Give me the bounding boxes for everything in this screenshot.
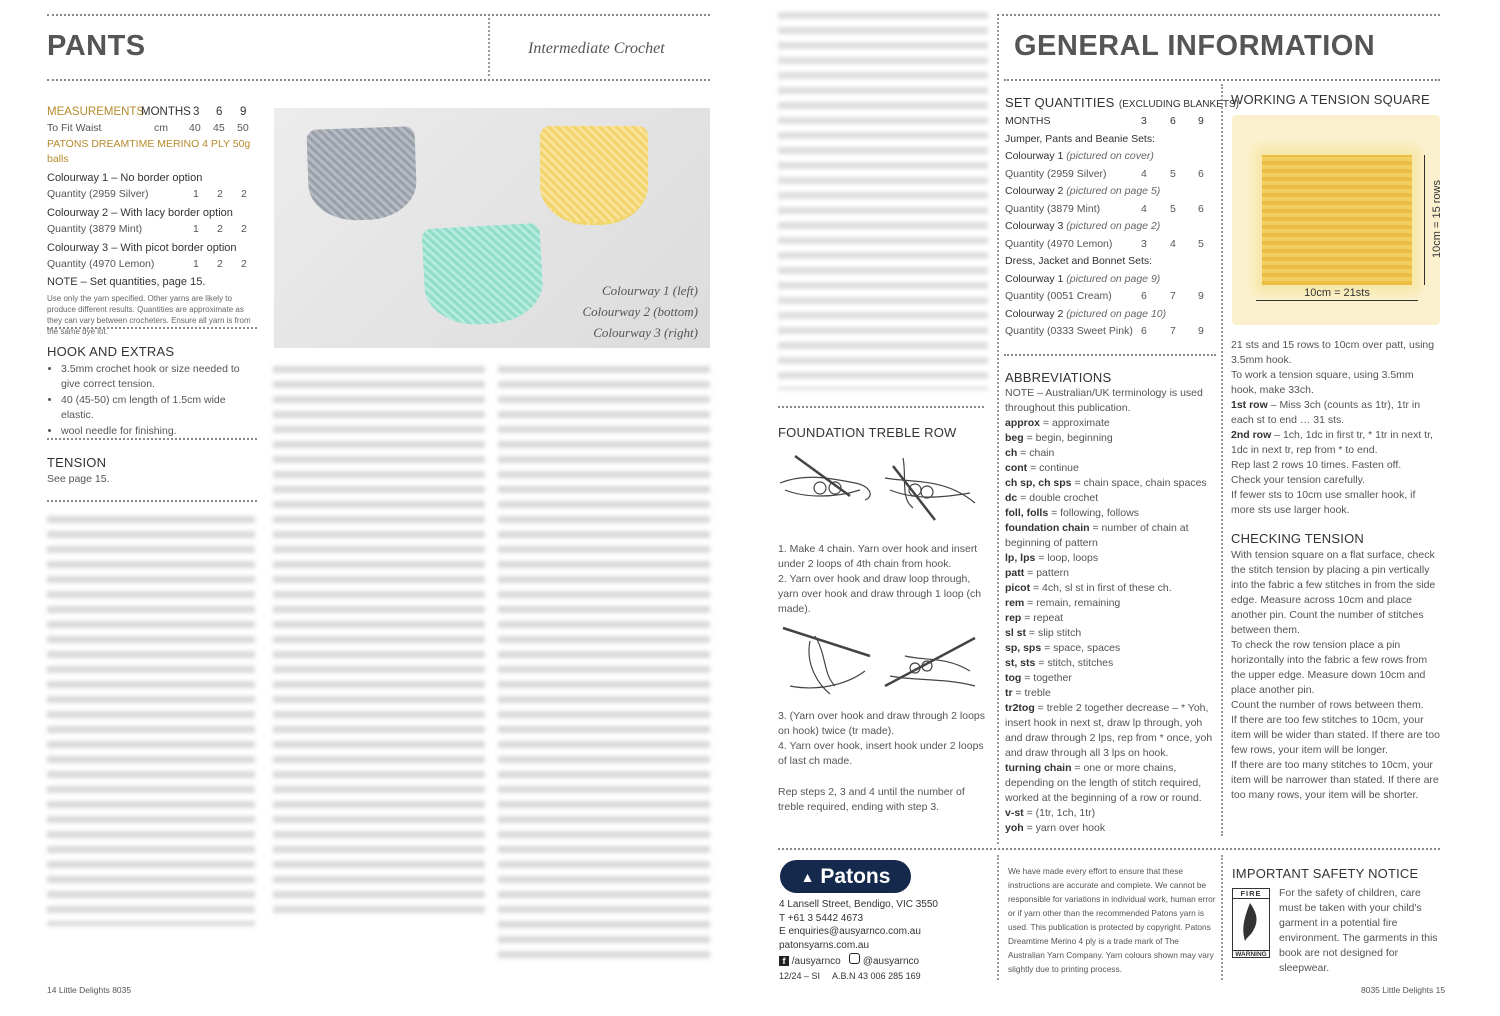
measurements-block	[47, 106, 259, 337]
row-label: 1st row	[1231, 399, 1268, 411]
column-divider	[997, 855, 999, 980]
set-quantities-note: NOTE – Set quantities, page 15.	[47, 276, 206, 288]
hook-title: HOOK AND EXTRAS	[47, 344, 175, 359]
width-label: 10cm = 21sts	[1304, 287, 1370, 299]
quantity-label: Quantity (3879 Mint)	[47, 223, 143, 235]
abbreviation-item	[1005, 506, 1215, 521]
paragraph: If there are too few stitches to 10cm, your item will be wider than stated. If there are too few rows, your item will be longer.	[1231, 714, 1440, 756]
hook-item: • 40 (45-50) cm length of 1.5cm wide elastic.	[61, 393, 259, 423]
caption: Colourway 1 (left)	[601, 283, 698, 298]
abbreviations-list	[1005, 386, 1215, 836]
set-quantities-suffix: (EXCLUDING BLANKETS)	[1118, 99, 1239, 110]
abbreviation-item	[1005, 446, 1215, 461]
phone: T +61 3 5442 4673	[779, 912, 864, 924]
abbreviation-item	[1005, 761, 1215, 806]
abbreviation-item	[1005, 566, 1215, 581]
height-marker	[1424, 155, 1425, 285]
foundation-step-3-4-illustration	[775, 616, 985, 702]
abbreviation-item	[1005, 551, 1215, 566]
month-value: 9	[1198, 115, 1204, 127]
tension-title: TENSION	[47, 455, 107, 470]
section-rule	[47, 438, 257, 440]
abbreviation-item	[1005, 686, 1215, 701]
print-code: 12/24 – SI A.B.N 43 006 285 169	[779, 970, 921, 981]
disclaimer: We have made every effort to ensure that these instructions are accurate and complete. We cannot be responsible for variations in individual work, human error or if yarn other than the recommended Patons yarn is used. This publication is protected by copyright. Patons Dreamtime Merino 4 ply is a trade mark of The Australian Yarn Company. Yarn colours shown may vary slightly due to printing process.	[1008, 866, 1216, 974]
tension-repeat: Rep last 2 rows 10 times. Fasten off.	[1231, 459, 1402, 471]
pictured-note: (pictured on page 10)	[1066, 307, 1167, 320]
flame-icon	[1233, 899, 1268, 945]
set-quantities-heading: SET QUANTITIES	[1005, 95, 1115, 110]
quantity-value: 6	[1141, 290, 1147, 302]
abbreviation-term: approx	[1005, 417, 1041, 429]
group-label: Jumper, Pants and Beanie Sets:	[1005, 132, 1156, 145]
width-marker	[1256, 300, 1418, 301]
fire-label: FIRE	[1233, 889, 1269, 899]
caption: Colourway 3 (right)	[593, 325, 698, 340]
abbreviation-item	[1005, 461, 1215, 476]
months-label: MONTHS	[141, 106, 191, 118]
quantity-value: 4	[1141, 202, 1147, 215]
tension-check: Check your tension carefully.	[1231, 474, 1366, 486]
abbreviation-term: picot	[1005, 582, 1031, 594]
abbreviation-item	[1005, 701, 1215, 761]
to-fit-value: 50	[237, 122, 249, 134]
set-quantities-table	[1005, 113, 1207, 341]
group-label: Dress, Jacket and Bonnet Sets:	[1005, 255, 1153, 267]
checking-tension-text	[1231, 548, 1441, 803]
facebook-icon: f	[779, 956, 789, 966]
abbreviation-item	[1005, 521, 1215, 551]
month-value: 9	[240, 106, 247, 118]
column-divider	[1221, 855, 1223, 980]
row-text: – Miss 3ch (counts as 1tr), 1tr in each st to end … 31 sts.	[1231, 399, 1421, 426]
warning-label: WARNING	[1233, 950, 1269, 958]
foundation-title: FOUNDATION TREBLE ROW	[778, 425, 957, 440]
to-fit-value: 40	[189, 122, 201, 134]
abbreviation-term: rep	[1005, 612, 1022, 624]
to-fit-value: 45	[213, 122, 225, 134]
silver-pants-image	[306, 126, 417, 222]
lemon-pants-image	[540, 126, 648, 225]
yarn-label: PATONS DREAMTIME MERINO 4 PLY 50g balls	[47, 138, 251, 165]
fine-print: Use only the yarn specified. Other yarns are likely to produce different results. Quantities are approximate as they can vary between crocheters. Ensure all yarn is from the same dye lot.	[47, 294, 251, 336]
website-link: patonsyarns.com.au	[779, 939, 870, 951]
foundation-steps-1-2: 1. Make 4 chain. Yarn over hook and insert under 2 loops of 4th chain from hook. 2. Yarn over hook and draw loop through, yarn over hook and draw through 1 loop (ch made).	[778, 543, 982, 615]
abbreviation-definition: = yarn over hook	[1023, 822, 1106, 834]
abbreviation-definition: = slip stitch	[1026, 627, 1082, 639]
mint-pants-image	[422, 223, 545, 327]
hook-item: • wool needle for finishing.	[61, 424, 259, 439]
safety-text: For the safety of children, care must be taken with your child's garment in a potential fire environment. The garments in this book are not designed for sleepwear.	[1279, 887, 1438, 974]
colourway-name: Colourway 2 – With lacy border option	[47, 207, 233, 219]
title-rule	[47, 79, 710, 81]
quantity-value: 5	[1170, 202, 1176, 215]
quantity-value: 5	[1198, 237, 1204, 250]
pictured-note: (pictured on cover)	[1066, 150, 1154, 162]
months-label: MONTHS	[1005, 115, 1051, 127]
title-divider	[488, 18, 490, 76]
section-rule	[1004, 354, 1216, 356]
quantity-value: 2	[217, 223, 223, 235]
quantity-value: 5	[1170, 167, 1176, 180]
colourway-label: Colourway 2	[1005, 307, 1064, 320]
foundation-steps-3-4: 3. (Yarn over hook and draw through 2 loops on hook) twice (tr made). 4. Yarn over hook, insert hook under 2 loops of last ch made.	[778, 710, 986, 767]
abbreviation-item	[1005, 626, 1215, 641]
abbreviation-definition: = stitch, stitches	[1035, 657, 1114, 669]
quantity-label: Quantity (4970 Lemon)	[1005, 237, 1113, 250]
abbreviation-item	[1005, 806, 1215, 821]
patons-emblem-icon: ▲	[800, 868, 815, 885]
product-photo	[274, 108, 710, 348]
column-divider	[997, 14, 999, 844]
abbreviation-definition: = treble	[1012, 687, 1051, 699]
quantity-value: 4	[1170, 237, 1176, 250]
contact-block	[779, 898, 938, 983]
measurements-label: MEASUREMENTS	[47, 106, 145, 118]
quantity-value: 2	[217, 188, 223, 200]
quantity-value: 2	[217, 258, 223, 270]
blurred-instructions	[273, 366, 485, 914]
colourway-label: Colourway 1	[1005, 272, 1064, 285]
abbreviation-item	[1005, 656, 1215, 671]
abbreviation-definition: = one or more chains, depending on the length of stitch required, worked at the beginning of a row or round.	[1005, 762, 1202, 804]
pictured-note: (pictured on page 2)	[1066, 220, 1161, 232]
abbreviation-definition: = repeat	[1021, 612, 1064, 624]
abbreviation-definition: = treble 2 together decrease – * Yoh, insert hook in next st, draw lp through, yoh and draw through 2 lps, rep from * once, yoh and draw through all 3 lps on hook.	[1005, 702, 1213, 759]
abbreviation-definition: = begin, beginning	[1023, 432, 1113, 444]
quantity-value: 6	[1198, 202, 1204, 215]
abbreviation-definition: = approximate	[1040, 417, 1110, 429]
paragraph: Count the number of rows between them.	[1231, 699, 1424, 711]
abbreviation-term: foll, folls	[1005, 507, 1049, 519]
colourway-name: Colourway 1 – No border option	[47, 172, 203, 184]
abbreviation-item	[1005, 416, 1215, 431]
colourway-label: Colourway 3	[1005, 220, 1064, 232]
tension-instructions	[1231, 338, 1439, 518]
to-fit-label: To Fit Waist	[47, 122, 102, 134]
blurred-instructions	[778, 12, 988, 390]
abbreviation-item	[1005, 821, 1215, 836]
page-title: PANTS	[47, 30, 146, 62]
foundation-step-1-2-illustration	[775, 448, 985, 530]
tension-work: To work a tension square, using 3.5mm hook, make 33ch.	[1231, 369, 1414, 396]
abbreviation-definition: = pattern	[1024, 567, 1069, 579]
abbreviation-term: st, sts	[1005, 657, 1036, 669]
quantity-value: 3	[1141, 237, 1147, 250]
abbreviation-item	[1005, 581, 1215, 596]
facebook-handle: /ausyarnco	[791, 956, 841, 967]
tension-square-title: WORKING A TENSION SQUARE	[1231, 92, 1430, 107]
tension-hook-advice: If fewer sts to 10cm use smaller hook, if more sts use larger hook.	[1231, 489, 1416, 516]
top-rule	[47, 14, 710, 16]
abbreviation-definition: = following, follows	[1048, 507, 1139, 519]
quantity-value: 4	[1141, 167, 1147, 180]
skill-level: Intermediate Crochet	[528, 40, 665, 57]
title-rule	[1004, 79, 1440, 81]
foundation-repeat: Rep steps 2, 3 and 4 until the number of treble required, ending with step 3.	[778, 786, 965, 813]
blurred-instructions	[47, 516, 255, 926]
pictured-note: (pictured on page 5)	[1066, 185, 1161, 197]
column-divider	[1221, 84, 1223, 836]
abbreviation-term: v-st	[1005, 807, 1024, 819]
tension-square-image	[1232, 115, 1443, 325]
abbreviation-term: turning chain	[1005, 762, 1072, 774]
tension-intro: 21 sts and 15 rows to 10cm over patt, using 3.5mm hook.	[1231, 339, 1435, 366]
address: 4 Lansell Street, Bendigo, VIC 3550	[779, 899, 938, 910]
month-value: 3	[193, 106, 200, 118]
abbreviation-item	[1005, 491, 1215, 506]
general-info-title: GENERAL INFORMATION	[1014, 30, 1376, 62]
abbreviation-definition: = (1tr, 1ch, 1tr)	[1023, 807, 1096, 819]
quantity-value: 2	[241, 258, 247, 270]
abbreviation-item	[1005, 596, 1215, 611]
abbreviation-definition: = 4ch, sl st in first of these ch.	[1030, 582, 1172, 594]
page-footer: 8035 Little Delights 15	[1361, 985, 1446, 995]
quantity-value: 7	[1170, 290, 1176, 302]
hook-item: • 3.5mm crochet hook or size needed to give correct tension.	[61, 362, 259, 392]
abbreviation-term: patt	[1005, 567, 1025, 579]
abbreviation-definition: = chain space, chain spaces	[1071, 477, 1207, 489]
tension-swatch	[1262, 155, 1412, 285]
section-rule	[47, 500, 257, 502]
blurred-instructions	[498, 366, 710, 961]
instagram-icon	[849, 953, 860, 964]
abbreviation-term: foundation chain	[1005, 522, 1090, 534]
abbreviation-term: sp, sps	[1005, 642, 1042, 654]
abbreviation-definition: = space, spaces	[1041, 642, 1121, 654]
abbreviation-term: tog	[1005, 672, 1022, 684]
abbreviation-term: lp, lps	[1005, 552, 1036, 564]
abbreviation-term: beg	[1005, 432, 1024, 444]
abbreviation-item	[1005, 671, 1215, 686]
patons-logo	[780, 860, 911, 893]
row-label: 2nd row	[1231, 429, 1272, 441]
abbreviation-definition: = number of chain at beginning of pattern	[1005, 522, 1189, 549]
photo-captions	[582, 280, 698, 343]
paragraph: If there are too many stitches to 10cm, your item will be narrower than stated. If there are too many rows, your item will be shorter.	[1231, 759, 1439, 801]
quantity-label: Quantity (0333 Sweet Pink)	[1005, 325, 1133, 337]
quantity-value: 9	[1198, 290, 1204, 302]
abbreviation-item	[1005, 641, 1215, 656]
colourway-label: Colourway 1	[1005, 150, 1064, 162]
top-rule	[997, 14, 1440, 16]
unit-label: cm	[154, 122, 168, 134]
row-text: – 1ch, 1dc in first tr, * 1tr in next tr, 1dc in next tr, rep from * to end.	[1231, 429, 1433, 456]
abbreviation-term: yoh	[1005, 822, 1024, 834]
bottom-rule	[778, 848, 1440, 850]
fire-warning-icon	[1232, 888, 1270, 958]
quantity-value: 2	[241, 223, 247, 235]
abbreviations-note: NOTE – Australian/UK terminology is used throughout this publication.	[1005, 387, 1203, 414]
quantity-value: 7	[1170, 325, 1176, 337]
patons-logo-text: Patons	[820, 864, 891, 888]
abbreviation-term: cont	[1005, 462, 1028, 474]
paragraph: With tension square on a flat surface, check the stitch tension by placing a pin vertically into the fabric a few stitches in from the side edge. Measure across 10cm and place another pin. Count the number of stitches between them.	[1231, 549, 1436, 636]
abbreviation-term: tr	[1005, 687, 1013, 699]
abbreviation-term: ch	[1005, 447, 1018, 459]
abbreviation-item	[1005, 611, 1215, 626]
quantity-label: Quantity (4970 Lemon)	[47, 258, 155, 270]
abbreviation-definition: = double crochet	[1017, 492, 1099, 504]
quantity-value: 9	[1198, 325, 1204, 337]
section-rule	[778, 406, 984, 408]
pictured-note: (pictured on page 9)	[1066, 272, 1161, 285]
month-value: 6	[1170, 115, 1176, 127]
quantity-label: Quantity (2959 Silver)	[47, 188, 149, 200]
quantity-value: 1	[193, 188, 199, 200]
abbreviation-definition: = remain, remaining	[1024, 597, 1121, 609]
tension-text: See page 15.	[47, 473, 110, 485]
quantity-value: 6	[1141, 325, 1147, 337]
height-label: 10cm = 15 rows	[1431, 180, 1443, 258]
set-quantities-title	[1005, 94, 1239, 112]
abbreviation-term: rem	[1005, 597, 1025, 609]
quantity-value: 2	[241, 188, 247, 200]
quantity-value: 6	[1198, 167, 1204, 180]
abbreviation-definition: = continue	[1027, 462, 1079, 474]
section-rule	[47, 327, 257, 329]
hook-list	[47, 362, 259, 439]
colourway-label: Colourway 2	[1005, 185, 1064, 197]
caption: Colourway 2 (bottom)	[582, 304, 698, 319]
checking-tension-title: CHECKING TENSION	[1231, 531, 1364, 546]
month-value: 6	[216, 106, 223, 118]
abbreviations-title: ABBREVIATIONS	[1005, 370, 1112, 385]
abbreviation-definition: = chain	[1017, 447, 1055, 459]
abbreviation-term: sl st	[1005, 627, 1027, 639]
safety-title: IMPORTANT SAFETY NOTICE	[1232, 866, 1419, 881]
abbreviation-term: tr2tog	[1005, 702, 1035, 714]
paragraph: To check the row tension place a pin horizontally into the fabric a few rows from the upper edge. Measure down 10cm and place another pin.	[1231, 639, 1428, 696]
quantity-label: Quantity (3879 Mint)	[1005, 202, 1101, 215]
abbreviation-definition: = loop, loops	[1035, 552, 1099, 564]
month-value: 3	[1141, 115, 1147, 127]
quantity-value: 1	[193, 223, 199, 235]
instagram-handle: @ausyarnco	[862, 956, 920, 967]
abbreviation-item	[1005, 431, 1215, 446]
quantity-value: 1	[193, 258, 199, 270]
abbreviation-item	[1005, 476, 1215, 491]
quantity-label: Quantity (2959 Silver)	[1005, 167, 1107, 180]
abbreviation-term: dc	[1005, 492, 1018, 504]
abbreviation-term: ch sp, ch sps	[1005, 477, 1072, 489]
email-link: E enquiries@ausyarnco.com.au	[779, 926, 921, 937]
abbreviation-definition: = together	[1021, 672, 1072, 684]
page-footer: 14 Little Delights 8035	[47, 985, 132, 995]
quantity-label: Quantity (0051 Cream)	[1005, 290, 1112, 302]
colourway-name: Colourway 3 – With picot border option	[47, 242, 237, 254]
